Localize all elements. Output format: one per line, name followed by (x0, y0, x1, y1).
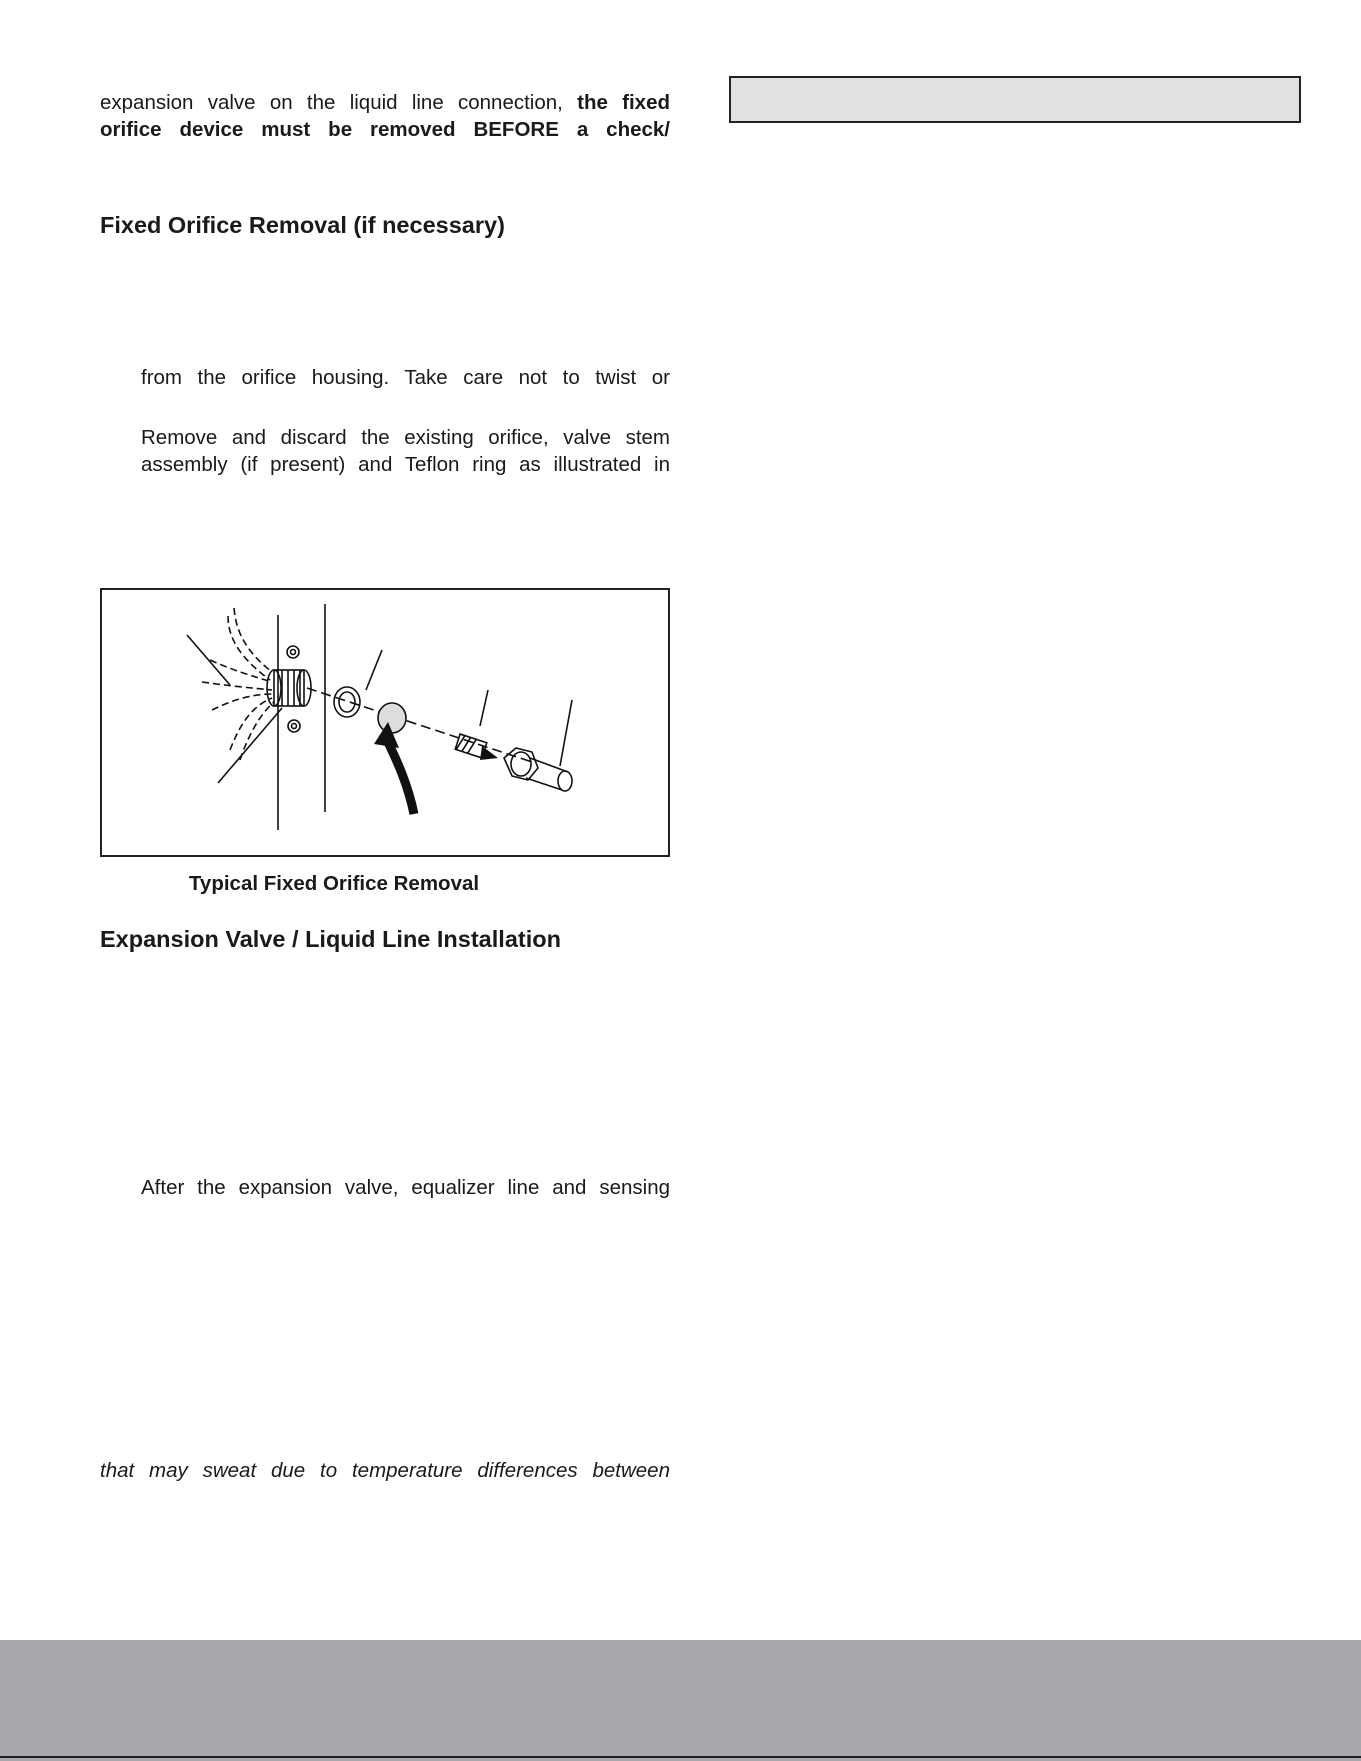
heading-expansion-valve-installation: Expansion Valve / Liquid Line Installation (100, 926, 561, 952)
footer-edge-line (0, 1756, 1361, 1758)
intro-line-1-bold: the fixed (577, 91, 671, 114)
step-after-expansion-valve-line: After the expansion valve, equalizer line and sensing (141, 1176, 670, 1199)
fixed-orifice-removal-figure (100, 588, 670, 857)
figure-caption: Typical Fixed Orifice Removal (188, 872, 480, 895)
italic-note-line: that may sweat due to temperature differences between (100, 1459, 670, 1482)
intro-line-1 (100, 89, 670, 116)
step-remove-line-1: Remove and discard the existing orifice, valve stem (141, 426, 670, 449)
heading-fixed-orifice-removal: Fixed Orifice Removal (if necessary) (100, 212, 505, 238)
footer-band (0, 1640, 1361, 1761)
right-column-header-box (729, 76, 1301, 123)
orifice-removal-illustration (102, 590, 668, 855)
step-orifice-housing-line: from the orifice housing. Take care not to twist or (141, 366, 670, 389)
step-remove-line-2: assembly (if present) and Teflon ring as illustrated in (141, 453, 670, 476)
intro-line-1-normal: expansion valve on the liquid line connection, (100, 91, 563, 114)
intro-line-2: orifice device must be removed BEFORE a check/ (100, 118, 670, 141)
